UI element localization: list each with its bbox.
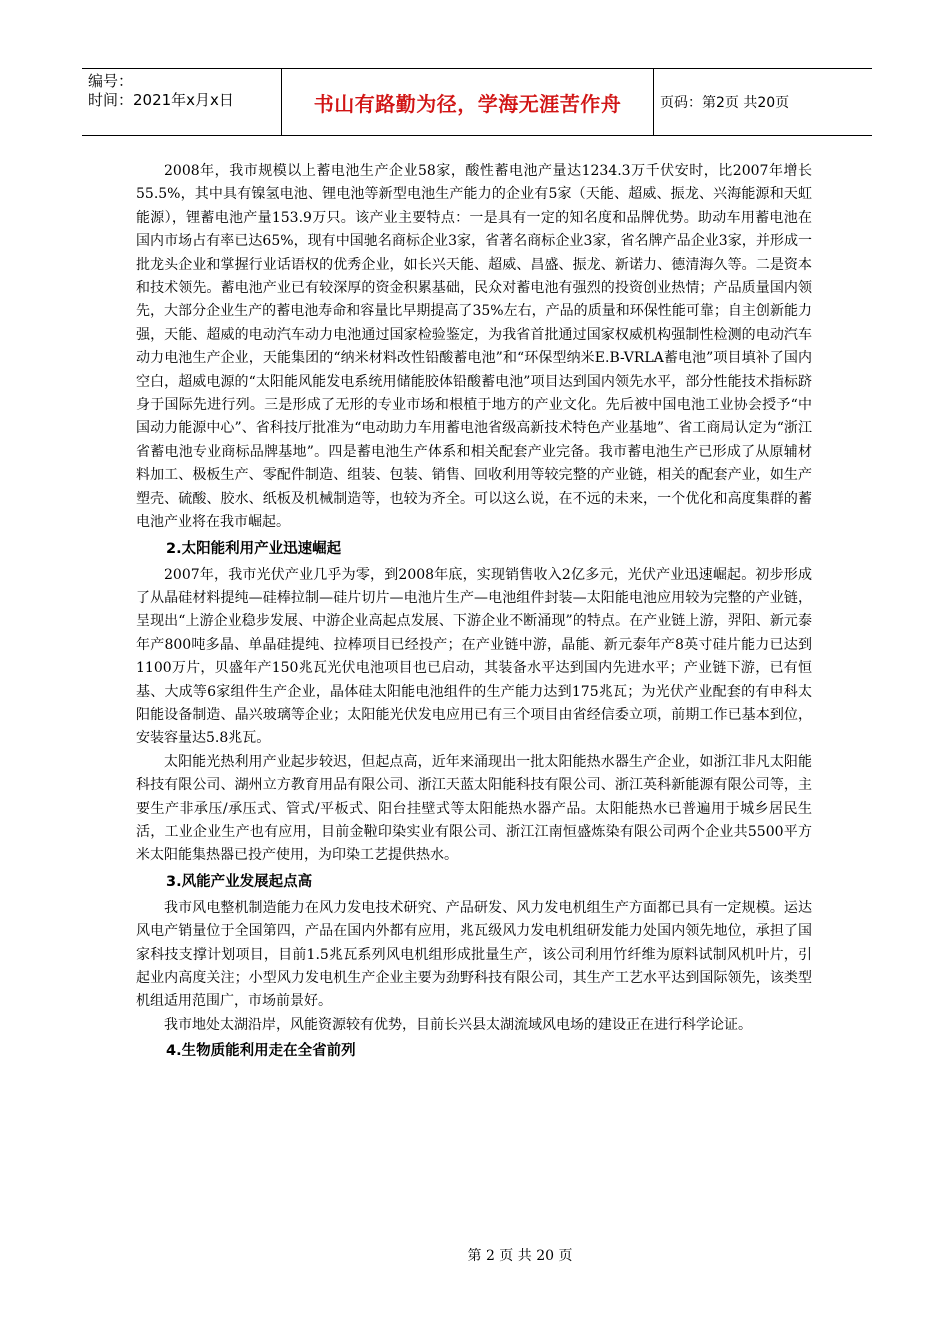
- header-motto: 书山有路勤为径，学海无涯苦作舟: [282, 69, 654, 135]
- page-header: [82, 68, 872, 136]
- page-footer: 第 2 页 共 20 页: [467, 1248, 573, 1264]
- header-page-number: 页码：第2页 共20页: [660, 95, 790, 111]
- document-time-label: 时间：2021年x月x日: [88, 91, 234, 109]
- paragraph-wind-manufacturing: 我市风电整机制造能力在风力发电技术研究、产品研发、风力发电机组生产方面都已具有一定规模。运达风电产销量位于全国第四，产品在国内外都有应用，兆瓦级风力发电机组研发能力处国内领先地位，承担了国家科技支撑计划项目，目前1.5兆瓦系列风电机组形成批量生产，该公司利用竹纤维为原料试制风机叶片，引起业内高度关注；小型风力发电机生产企业主要为劲野科技有限公司，其生产工艺水平达到国际领先，该类型机组适用范围广，市场前景好。: [136, 899, 812, 1010]
- section-heading-solar: 2.太阳能利用产业迅速崛起: [166, 540, 342, 557]
- document-number-label: 编号：: [88, 72, 134, 90]
- paragraph-wind-resources: 我市地处太湖沿岸，风能资源较有优势，目前长兴县太湖流域风电场的建设正在进行科学论证。: [164, 1016, 752, 1033]
- paragraph-solar-thermal: 太阳能光热利用产业起步较迟，但起点高，近年来涌现出一批太阳能热水器生产企业，如浙江非凡太阳能科技有限公司、湖州立方教育用品有限公司、浙江天蓝太阳能科技有限公司、浙江英科新能源有限公司等，主要生产非承压/承压式、管式/平板式、阳台挂壁式等太阳能热水器产品。太阳能热水已普遍用于城乡居民生活，工业企业生产也有应用，目前金鞡印染实业有限公司、浙江江南恒盛炼染有限公司两个企业共5500平方米太阳能集热器已投产使用，为印染工艺提供热水。: [136, 753, 812, 864]
- paragraph-battery-industry: 2008年，我市规模以上蓄电池生产企业58家，酸性蓄电池产量达1234.3万千伏安时，比2007年增长55.5%，其中具有镍氢电池、锂电池等新型电池生产能力的企业有5家（天能、超威、振龙、兴海能源和天虹能源），锂蓄电池产量153.9万只。该产业主要特点：一是具有一定的知名度和品牌优势。助动车用蓄电池在国内市场占有率已达65%，现有中国驰名商标企业3家，省著名商标企业3家，省名牌产品企业3家，并形成一批龙头企业和掌握行业话语权的优秀企业，如长兴天能、超威、昌盛、振龙、新诺力、德清海久等。二是资本和技术领先。蓄电池产业已有较深厚的资金积累基础，民众对蓄电池有强烈的投资创业热情；产品质量国内领先，大部分企业生产的蓄电池寿命和容量比早期提高了35%左右，产品的质量和环保性能可靠；自主创新能力强，天能、超威的电动汽车动力电池通过国家检验鉴定，为我省首批通过国家权威机构强制性检测的电动汽车动力电池生产企业，天能集团的“纳米材料改性铅酸蓄电池”和“环保型纳米E.B-VRLA蓄电池”项目填补了国内空白，超威电源的“太阳能风能发电系统用储能胶体铅酸蓄电池”项目达到国内领先水平，部分性能技术指标跻身于国际先进行列。三是形成了无形的专业市场和根植于地方的产业文化。先后被中国电池工业协会授予“中国动力能源中心”、省科技厅批准为“电动助力车用蓄电池省级高新技术特色产业基地”、省工商局认定为“浙江省蓄电池专业商标品牌基地”。四是蓄电池生产体系和相关配套产业完备。我市蓄电池生产已形成了从原辅材料加工、极板生产、零配件制造、组装、包装、销售、回收利用等较完整的产业链，相关的配套产业，如生产塑壳、硫酸、胶水、纸板及机械制造等，也较为齐全。可以这么说，在不远的未来，一个优化和高度集群的蓄电池产业将在我市崛起。: [136, 163, 812, 531]
- section-heading-wind: 3.风能产业发展起点高: [166, 873, 313, 890]
- section-heading-biomass: 4.生物质能利用走在全省前列: [166, 1043, 356, 1060]
- document-body: [136, 160, 812, 1066]
- header-info-cell: [82, 69, 282, 135]
- paragraph-photovoltaic: 2007年，我市光伏产业几乎为零，到2008年底，实现销售收入2亿多元，光伏产业迅速崛起。初步形成了从晶硅材料提纯—硅棒拉制—硅片切片—电池片生产—电池组件封装—太阳能电池应用较为完整的产业链，呈现出“上游企业稳步发展、中游企业高起点发展、下游企业不断涌现”的特点。在产业链上游，羿阳、新元泰年产800吨多晶、单晶硅提纯、拉棒项目已经投产；在产业链中游，晶能、新元泰年产8英寸硅片能力已达到1100万片，贝盛年产150兆瓦光伏电池项目也已启动，其装备水平达到国内先进水平；产业链下游，已有恒基、大成等6家组件生产企业，晶体硅太阳能电池组件的生产能力达到175兆瓦；为光伏产业配套的有申科太阳能设备制造、晶兴玻璃等企业；太阳能光伏发电应用已有三个项目由省经信委立项，前期工作已基本到位，安装容量达5.8兆瓦。: [136, 566, 812, 747]
